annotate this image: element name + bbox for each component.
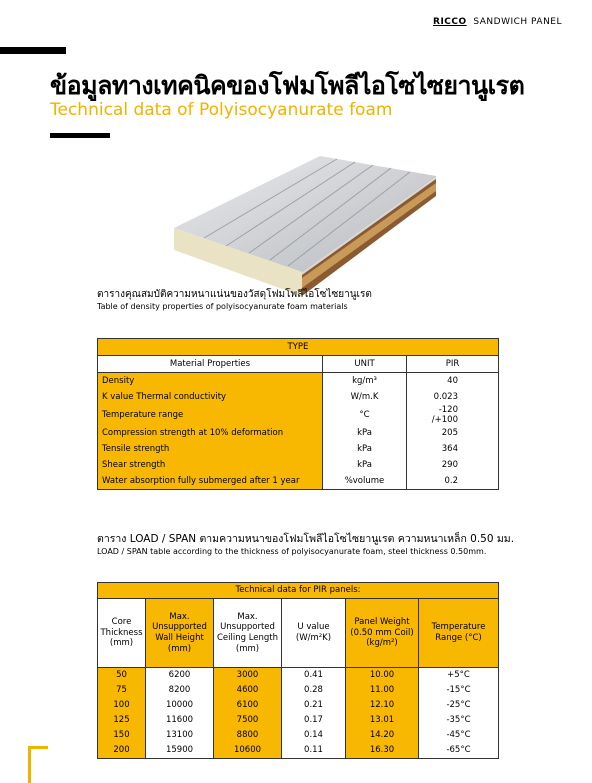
temperature-cell: -35°C bbox=[419, 713, 499, 728]
temperature-cell: -25°C bbox=[419, 698, 499, 713]
unit-cell: W/m.K bbox=[323, 389, 407, 405]
property-cell: Compression strength at 10% deformation bbox=[98, 425, 323, 441]
property-cell: K value Thermal conductivity bbox=[98, 389, 323, 405]
unit-cell: %volume bbox=[323, 473, 407, 490]
column-header: PIR bbox=[407, 356, 499, 373]
column-header: Max. Unsupported Ceiling Length (mm) bbox=[214, 599, 282, 668]
table-row bbox=[98, 683, 499, 698]
u-value-cell: 0.28 bbox=[282, 683, 346, 698]
panel-weight-cell: 14.20 bbox=[346, 728, 419, 743]
unit-cell: kPa bbox=[323, 457, 407, 473]
density-caption bbox=[97, 287, 372, 311]
value-cell: 290 bbox=[407, 457, 499, 473]
wall-height-cell: 6200 bbox=[146, 668, 214, 684]
ceiling-length-cell: 8800 bbox=[214, 728, 282, 743]
load-table-title: Technical data for PIR panels: bbox=[98, 583, 499, 599]
thickness-cell: 75 bbox=[98, 683, 146, 698]
u-value-cell: 0.14 bbox=[282, 728, 346, 743]
table-row bbox=[98, 441, 499, 457]
sandwich-panel-image bbox=[170, 150, 440, 300]
property-cell: Water absorption fully submerged after 1 year bbox=[98, 473, 323, 490]
thickness-cell: 100 bbox=[98, 698, 146, 713]
table-row bbox=[98, 457, 499, 473]
wall-height-cell: 10000 bbox=[146, 698, 214, 713]
panel-weight-cell: 12.10 bbox=[346, 698, 419, 713]
corner-bracket bbox=[28, 746, 31, 783]
table-row bbox=[98, 405, 499, 425]
table-row bbox=[98, 713, 499, 728]
u-value-cell: 0.17 bbox=[282, 713, 346, 728]
thickness-cell: 125 bbox=[98, 713, 146, 728]
property-cell: Density bbox=[98, 373, 323, 390]
unit-cell: kPa bbox=[323, 441, 407, 457]
density-table bbox=[97, 338, 499, 490]
column-header: Panel Weight (0.50 mm Coil) (kg/m²) bbox=[346, 599, 419, 668]
thickness-cell: 50 bbox=[98, 668, 146, 684]
panel-weight-cell: 11.00 bbox=[346, 683, 419, 698]
value-cell: 364 bbox=[407, 441, 499, 457]
value-cell: 0.023 bbox=[407, 389, 499, 405]
table-row bbox=[98, 425, 499, 441]
unit-cell: kPa bbox=[323, 425, 407, 441]
table-row bbox=[98, 599, 499, 668]
value-cell: 205 bbox=[407, 425, 499, 441]
brand-tagline: SANDWICH PANEL bbox=[473, 17, 562, 27]
temperature-cell: -45°C bbox=[419, 728, 499, 743]
wall-height-cell: 11600 bbox=[146, 713, 214, 728]
ceiling-length-cell: 6100 bbox=[214, 698, 282, 713]
column-header: Material Properties bbox=[98, 356, 323, 373]
unit-cell: °C bbox=[323, 405, 407, 425]
panel-weight-cell: 10.00 bbox=[346, 668, 419, 684]
wall-height-cell: 8200 bbox=[146, 683, 214, 698]
ceiling-length-cell: 4600 bbox=[214, 683, 282, 698]
column-header: Core Thickness (mm) bbox=[98, 599, 146, 668]
temperature-cell: -65°C bbox=[419, 743, 499, 759]
corner-bracket bbox=[28, 746, 48, 749]
unit-cell: kg/m³ bbox=[323, 373, 407, 390]
title-underline-bar bbox=[50, 133, 110, 138]
density-caption-thai: ตารางคุณสมบัติความหนาแน่นของวัสดุโฟมโพลีไอโซไซยานูเรต bbox=[97, 289, 372, 300]
brand-name: RICCO bbox=[433, 17, 467, 27]
table-row bbox=[98, 728, 499, 743]
brand-label bbox=[433, 17, 562, 27]
ceiling-length-cell: 7500 bbox=[214, 713, 282, 728]
load-span-table bbox=[97, 582, 499, 759]
temperature-cell: +5°C bbox=[419, 668, 499, 684]
wall-height-cell: 13100 bbox=[146, 728, 214, 743]
column-header: Max. Unsupported Wall Height (mm) bbox=[146, 599, 214, 668]
column-header: U value (W/m²K) bbox=[282, 599, 346, 668]
table-row bbox=[98, 698, 499, 713]
property-cell: Shear strength bbox=[98, 457, 323, 473]
panel-weight-cell: 16.30 bbox=[346, 743, 419, 759]
table-row bbox=[98, 743, 499, 759]
table-row bbox=[98, 356, 499, 373]
table-row bbox=[98, 389, 499, 405]
property-cell: Tensile strength bbox=[98, 441, 323, 457]
wall-height-cell: 15900 bbox=[146, 743, 214, 759]
value-cell: 0.2 bbox=[407, 473, 499, 490]
ceiling-length-cell: 10600 bbox=[214, 743, 282, 759]
property-cell: Temperature range bbox=[98, 405, 323, 425]
page-title-thai: ข้อมูลทางเทคนิคของโฟมโพลีไอโซไซยานูเรต bbox=[50, 71, 525, 100]
table-row bbox=[98, 373, 499, 390]
u-value-cell: 0.21 bbox=[282, 698, 346, 713]
load-caption bbox=[97, 530, 514, 556]
u-value-cell: 0.11 bbox=[282, 743, 346, 759]
load-caption-english: LOAD / SPAN table according to the thickness of polyisocyanurate foam, steel thickness 0.50mm. bbox=[97, 547, 487, 556]
table-row bbox=[98, 583, 499, 599]
thickness-cell: 200 bbox=[98, 743, 146, 759]
table-row bbox=[98, 339, 499, 356]
thickness-cell: 150 bbox=[98, 728, 146, 743]
column-header: UNIT bbox=[323, 356, 407, 373]
load-caption-thai: ตาราง LOAD / SPAN ตามความหนาของโฟมโพลีไอโซไซยานูเรต ความหนาเหล็ก 0.50 มม. bbox=[97, 533, 515, 545]
page-title-english: Technical data of Polyisocyanurate foam bbox=[50, 100, 393, 120]
type-header: TYPE bbox=[98, 339, 499, 356]
panel-weight-cell: 13.01 bbox=[346, 713, 419, 728]
density-caption-english: Table of density properties of polyisocyanurate foam materials bbox=[97, 302, 348, 311]
decorative-bar bbox=[0, 47, 66, 54]
ceiling-length-cell: 3000 bbox=[214, 668, 282, 684]
u-value-cell: 0.41 bbox=[282, 668, 346, 684]
temperature-cell: -15°C bbox=[419, 683, 499, 698]
value-cell: 40 bbox=[407, 373, 499, 390]
table-row bbox=[98, 473, 499, 490]
table-row bbox=[98, 668, 499, 684]
value-cell: -120 /+100 bbox=[407, 405, 499, 425]
column-header: Temperature Range (°C) bbox=[419, 599, 499, 668]
